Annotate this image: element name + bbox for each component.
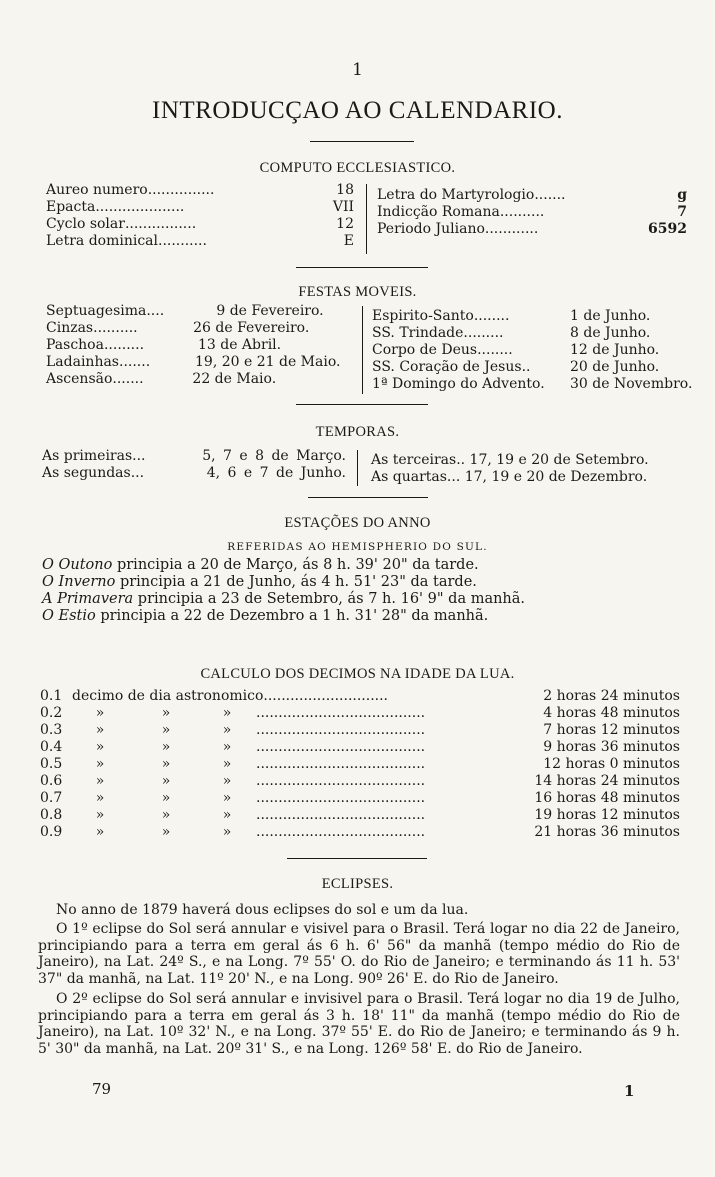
- leader: ...............: [147, 182, 215, 198]
- festa-row: [372, 325, 682, 342]
- leader: ............: [484, 221, 539, 237]
- tempora-row: [42, 465, 346, 482]
- computo-left: [46, 182, 354, 250]
- calculo-row: [40, 705, 680, 722]
- calculo-row: [40, 824, 680, 841]
- calculo-table: [40, 688, 680, 841]
- footer-signature-mark: 79: [92, 1080, 112, 1098]
- ditto: »: [222, 790, 232, 806]
- decimal: 0.2: [40, 705, 63, 721]
- season: Inverno: [58, 574, 116, 590]
- festa-row: [46, 303, 360, 320]
- calculo-row: [40, 773, 680, 790]
- leader: ..........: [499, 204, 545, 220]
- tempora-row: [371, 452, 667, 469]
- leader: ...: [132, 448, 146, 464]
- column-divider: [357, 450, 358, 486]
- ditto: »: [161, 705, 171, 721]
- leader: ......................................: [256, 773, 426, 789]
- ditto: »: [161, 722, 171, 738]
- decimal: 0.8: [40, 807, 63, 823]
- leader: ......................................: [256, 790, 426, 806]
- leader: [545, 376, 570, 393]
- calculo-row: [40, 756, 680, 773]
- ditto: »: [222, 705, 232, 721]
- leader: .......: [112, 371, 144, 387]
- column-divider: [362, 306, 363, 394]
- label: As quartas: [371, 469, 447, 485]
- festa-row: [46, 371, 360, 388]
- computo-row: [46, 233, 354, 250]
- value: 1 de Junho.: [570, 308, 651, 324]
- value: 4, 6 e 7 de Junho.: [206, 465, 346, 481]
- leader: ......................................: [256, 722, 426, 738]
- festas-heading: FESTAS MOVEIS.: [298, 284, 417, 300]
- label: Aureo numero: [46, 182, 148, 198]
- leader: ......................................: [256, 739, 426, 755]
- estacoes-subheading: REFERIDAS AO HEMISPHERIO DO SUL.: [227, 541, 488, 553]
- ditto: »: [222, 824, 232, 840]
- article: O: [42, 608, 54, 624]
- ditto: »: [161, 824, 171, 840]
- article: A: [42, 591, 53, 607]
- value: 18: [336, 182, 354, 198]
- calculo-row: [40, 722, 680, 739]
- page-number: 1: [352, 60, 363, 80]
- leader: ...: [130, 465, 145, 481]
- season-text: principia a 22 de Dezembro a 1 h. 31' 28" da manhã.: [100, 608, 489, 624]
- decimal: 0.9: [40, 824, 63, 840]
- leader: .........: [103, 337, 145, 353]
- calculo-row: [40, 739, 680, 756]
- leader: .......: [119, 354, 151, 370]
- season: Estio: [58, 608, 96, 624]
- festas-right: [372, 308, 693, 393]
- time: 14 horas 24 minutos: [534, 773, 680, 789]
- festa-row: [46, 354, 360, 371]
- value: 8 de Junho.: [570, 325, 651, 341]
- divider: [296, 267, 428, 268]
- leader: ......................................: [256, 705, 426, 721]
- ditto: »: [161, 807, 171, 823]
- temporas-left: [42, 448, 346, 482]
- time: 21 horas 36 minutos: [534, 824, 680, 840]
- value: 9 de Fevereiro.: [216, 303, 324, 319]
- leader: ....: [146, 303, 165, 319]
- ditto: »: [95, 705, 105, 721]
- leader: ......................................: [256, 756, 426, 772]
- divider: [296, 404, 428, 405]
- computo-right: [377, 187, 687, 238]
- ditto: »: [95, 756, 105, 772]
- temporas-right: [371, 452, 667, 486]
- label: Letra dominical: [46, 233, 158, 249]
- eclipses-heading: ECLIPSES.: [321, 876, 394, 892]
- ditto: »: [95, 722, 105, 738]
- time: 16 horas 48 minutos: [534, 790, 680, 806]
- ditto: »: [161, 790, 171, 806]
- calculo-row: [40, 807, 680, 824]
- ditto: »: [95, 739, 105, 755]
- decimal: 0.5: [40, 756, 63, 772]
- leader: ......................................: [256, 807, 426, 823]
- decimal: 0.4: [40, 739, 63, 755]
- decimal: 0.3: [40, 722, 63, 738]
- ditto: »: [222, 756, 232, 772]
- value: 5, 7 e 8 de Março.: [202, 448, 346, 464]
- calculo-heading: CALCULO DOS DECIMOS NA IDADE DA LUA.: [200, 666, 515, 682]
- value: 22 de Maio.: [192, 371, 277, 387]
- page-title: INTRODUCÇAO AO CALENDARIO.: [152, 97, 563, 124]
- ditto: »: [161, 739, 171, 755]
- label: As primeiras: [42, 448, 133, 464]
- divider: [287, 858, 427, 859]
- value: 19, 20 e 21 de Maio.: [195, 354, 341, 370]
- ditto: »: [161, 773, 171, 789]
- leader: ....................: [95, 199, 185, 215]
- label: As terceiras: [371, 452, 457, 468]
- label: decimo de dia astronomico: [72, 688, 264, 704]
- festa-row: [372, 342, 682, 359]
- value: 26 de Fevereiro.: [193, 320, 310, 336]
- decimal: 0.7: [40, 790, 63, 806]
- computo-row: [377, 187, 687, 204]
- value: E: [343, 233, 354, 249]
- ditto: »: [222, 773, 232, 789]
- time: 2 horas 24 minutos: [543, 688, 680, 704]
- leader: ................: [124, 216, 197, 232]
- ditto: »: [161, 756, 171, 772]
- label: Indicção Romana: [377, 204, 500, 220]
- time: 12 horas 0 minutos: [543, 756, 680, 772]
- leader: ........: [473, 308, 510, 324]
- time: 19 horas 12 minutos: [534, 807, 680, 823]
- leader: ..........: [93, 320, 138, 336]
- value: 7: [677, 204, 687, 220]
- ditto: »: [95, 790, 105, 806]
- ditto: »: [222, 807, 232, 823]
- ditto: »: [95, 824, 105, 840]
- season-text: principia a 23 de Setembro, ás 7 h. 16' 9" da manhã.: [137, 591, 526, 607]
- eclipse-paragraph-2: O 2º eclipse do Sol será annular e invisivel para o Brasil. Terá logar no dia 19 de Julho, principiando para a terra em geral ás 3 h. 18' 11" da manhã (tempo médio do Rio de Janeiro), na Lat. 10º 32' N., e na Long. 37º 55' E. do Rio de Janeiro; e terminando ás 9 h. 5' 30" da manhã, na Lat. 20º 31' S., e na Long. 126º 58' E. do Rio de Janeiro.: [38, 991, 680, 1057]
- value: g: [677, 187, 687, 203]
- time: 9 horas 36 minutos: [543, 739, 680, 755]
- tempora-row: [42, 448, 346, 465]
- time: 7 horas 12 minutos: [543, 722, 680, 738]
- label: Cyclo solar: [46, 216, 125, 232]
- leader: ............................: [263, 688, 389, 704]
- ditto: »: [222, 739, 232, 755]
- season-text: principia a 21 de Junho, ás 4 h. 51' 23" da tarde.: [119, 574, 477, 590]
- estacao-row: [42, 608, 662, 625]
- estacao-row: [42, 591, 662, 608]
- leader: .......: [534, 187, 566, 203]
- article: O: [42, 557, 54, 573]
- label: As segundas: [42, 465, 131, 481]
- computo-row: [377, 221, 687, 238]
- label: Espirito-Santo: [372, 308, 474, 324]
- festa-row: [46, 320, 360, 337]
- tempora-row: [371, 469, 667, 486]
- festa-row: [372, 308, 682, 325]
- season: Outono: [58, 557, 113, 573]
- label: Paschoa: [46, 337, 104, 353]
- value: 12: [336, 216, 354, 232]
- label: Epacta: [46, 199, 96, 215]
- decimal: 0.6: [40, 773, 63, 789]
- ditto: »: [95, 773, 105, 789]
- time: 4 horas 48 minutos: [543, 705, 680, 721]
- season: Primavera: [57, 591, 134, 607]
- leader: ...........: [158, 233, 207, 249]
- computo-row: [46, 199, 354, 216]
- value: 20 de Junho.: [570, 359, 660, 375]
- label: Ladainhas: [46, 354, 119, 370]
- computo-heading: COMPUTO ECCLESIASTICO.: [259, 160, 456, 176]
- computo-row: [46, 216, 354, 233]
- label: Septuagesima: [46, 303, 147, 319]
- eclipse-intro: No anno de 1879 haverá dous eclipses do sol e um da lua.: [56, 902, 469, 918]
- value: 17, 19 e 20 de Setembro.: [469, 452, 649, 468]
- estacao-row: [42, 574, 662, 591]
- leader: ........: [477, 342, 513, 358]
- article: O: [42, 574, 54, 590]
- estacoes-list: [42, 557, 662, 625]
- value: 30 de Novembro.: [570, 376, 693, 392]
- value: VII: [332, 199, 354, 215]
- label: Corpo de Deus: [372, 342, 478, 358]
- label: Letra do Martyrologio: [377, 187, 535, 203]
- computo-row: [46, 182, 354, 199]
- calculo-row: [40, 688, 680, 705]
- label: Ascensão: [46, 371, 113, 387]
- footer-page-mark: 1: [624, 1082, 635, 1100]
- label: SS. Trindade: [372, 325, 464, 341]
- festa-row: [46, 337, 360, 354]
- value: 13 de Abril.: [197, 337, 282, 353]
- festas-left: [46, 303, 360, 388]
- festa-row: [372, 359, 682, 376]
- leader: ...: [446, 469, 461, 485]
- temporas-heading: TEMPORAS.: [315, 424, 400, 440]
- estacao-row: [42, 557, 662, 574]
- eclipse-paragraph-1: O 1º eclipse do Sol será annular e visivel para o Brasil. Terá logar no dia 22 de Janeiro, principiando para a terra em geral ás 6 h. 6' 56" da manhã (tempo médio do Rio de Janeiro), na Lat. 24º S., e na Long. 7º 55' O. do Rio de Janeiro; e terminando ás 11 h. 53' 37" da manhã, na Lat. 11º 20' N., e na Long. 90º 26' E. do Rio de Janeiro.: [38, 921, 680, 987]
- leader: ......................................: [256, 824, 426, 840]
- computo-row: [377, 204, 687, 221]
- ditto: »: [95, 807, 105, 823]
- festa-row: [372, 376, 693, 393]
- leader: ..: [456, 452, 466, 468]
- season-text: principia a 20 de Março, ás 8 h. 39' 20" da tarde.: [116, 557, 479, 573]
- leader: .........: [463, 325, 504, 341]
- divider: [308, 497, 428, 498]
- value: 17, 19 e 20 de Dezembro.: [464, 469, 648, 485]
- label: 1ª Domingo do Advento.: [372, 376, 545, 392]
- divider: [310, 141, 414, 142]
- calculo-row: [40, 790, 680, 807]
- ditto: »: [222, 722, 232, 738]
- decimal: 0.1: [40, 688, 63, 704]
- column-divider: [366, 184, 367, 254]
- leader: ..: [521, 359, 531, 375]
- estacoes-heading: ESTAÇÕES DO ANNO: [284, 515, 431, 531]
- value: 12 de Junho.: [570, 342, 660, 358]
- label: Periodo Juliano: [377, 221, 485, 237]
- label: Cinzas: [46, 320, 94, 336]
- value: 6592: [648, 221, 687, 237]
- label: SS. Coração de Jesus: [372, 359, 522, 375]
